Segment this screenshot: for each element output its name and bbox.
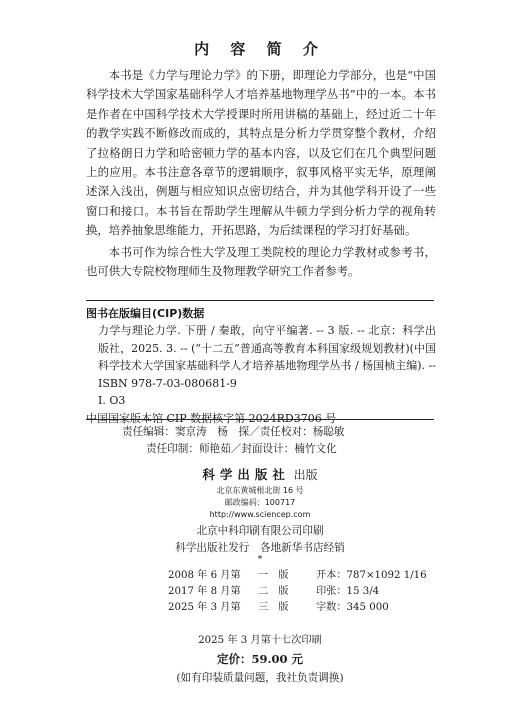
- edition-spec: 开本：787×1092 1/16: [316, 570, 427, 581]
- quality-notice: (如有印装质量问题，我社负责调换): [176, 672, 344, 684]
- impression-line: 2025 年 3 月第十七次印刷: [198, 635, 322, 646]
- summary-paragraph-1: 本书是《力学与理论力学》的下册，即理论力学部分，也是“中国科学技术大学国家基础科学人才培养基地物理学丛书”中的一本。本书是作者在中国科学技术大学授课时所用讲稿的基础上，经过近二十年的教学实践不断修改而成的，其特点是分析力学贯穿整个教材，介绍了拉格朗日力学和哈密顿力学的基本内容，以及它们在几个典型问题上的应用。本书注意各章节的逻辑顺序，叙事风格平实无华，原理阐述深入浅出，例题与相应知识点密切结合，并为其他学科开设了一些窗口和接口。本书旨在帮助学生理解从牛顿力学到分析力学的视角转换，培养抽象思维能力，开拓思路，为后续课程的学习打好基础。: [86, 68, 436, 238]
- edition-date: 2008 年 6 月第: [168, 570, 241, 581]
- editions-table: [168, 568, 427, 616]
- proofreader-value: 杨聪敏: [312, 426, 345, 438]
- summary-paragraph-2: 本书可作为综合性大学及理工类院校的理论力学教材或参考书，也可供大专院校物理师生及物理教学研究工作者参考。: [86, 244, 436, 279]
- price-line: 定价：59.00 元: [216, 652, 303, 666]
- cip-top-divider: [86, 300, 434, 301]
- printing-label: 责任印制：: [146, 443, 199, 455]
- edition-date: 2017 年 8 月第: [168, 586, 241, 597]
- edition-number: 二 版: [258, 586, 289, 597]
- distribution-line: 科学出版社发行 各地新华书店经销: [175, 542, 345, 554]
- edition-number: 一 版: [258, 570, 289, 581]
- credits-row-editors: [122, 424, 344, 441]
- edition-row: [168, 600, 427, 616]
- cover-value: 楠竹文化: [294, 443, 337, 455]
- editor-value: 窦京涛 杨 探: [174, 426, 250, 438]
- summary-title: 内 容 简 介: [194, 40, 326, 58]
- credits-divider: [86, 419, 434, 420]
- printer-line: 北京中科印刷有限公司印刷: [196, 525, 324, 537]
- edition-row: [168, 568, 427, 584]
- separator-star: *: [257, 555, 263, 565]
- edition-row: [168, 584, 427, 600]
- cip-record: 力学与理论力学. 下册 / 秦敢，向守平编著. -- 3 版. -- 北京：科学出版社，2025. 3. -- (“十二五”普通高等教育本科国家级规划教材)(中国科学技术大学国家基础科学人才培养基地物理学丛书 / 杨国桢主编). -- ISBN 978-7-03-080681-9: [98, 324, 436, 390]
- edition-spec: 字数：345 000: [316, 602, 389, 613]
- edition-spec: 印张：15 3/4: [316, 586, 380, 597]
- publisher-postcode: 邮政编码：100717: [224, 498, 296, 507]
- publisher-address: 北京东黄城根北街 16 号: [216, 486, 304, 495]
- cip-classification: Ⅰ. O3: [98, 394, 126, 408]
- printing-value: 师艳茹: [198, 443, 231, 455]
- edition-date: 2025 年 3 月第: [168, 602, 241, 613]
- proofreader-label: ／责任校对：: [249, 426, 313, 438]
- cip-heading: 图书在版编目(CIP)数据: [86, 307, 205, 320]
- edition-number: 三 版: [258, 602, 289, 613]
- publisher-suffix: 出版: [293, 468, 318, 482]
- publisher-block: [0, 465, 520, 521]
- editor-label: 责任编辑：: [122, 426, 175, 438]
- summary-section: [86, 66, 436, 281]
- cip-verification: 中国国家版本馆 CIP 数据核字第 2024RD3706 号: [86, 411, 337, 425]
- publisher-website: http://www.sciencep.com: [209, 510, 311, 519]
- cip-block: [86, 305, 436, 428]
- credits-row-production: [146, 441, 337, 458]
- cover-label: ／封面设计：: [230, 443, 295, 455]
- printing-block: [0, 523, 520, 557]
- publisher-name: 科学出版社: [202, 467, 290, 482]
